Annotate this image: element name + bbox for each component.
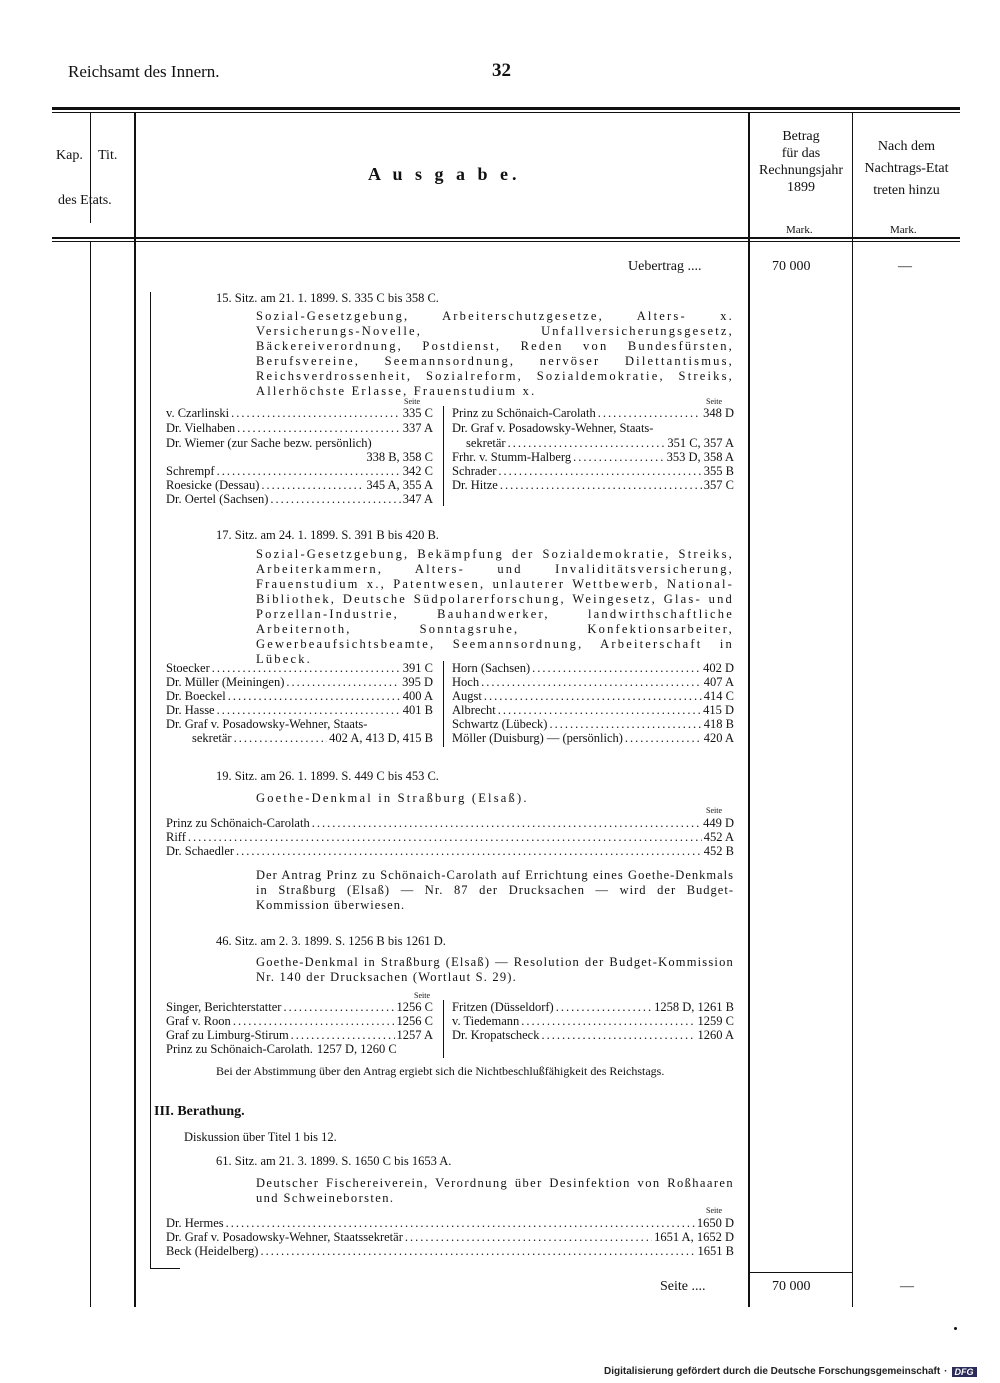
speaker-name: Schrader [452, 464, 497, 478]
session-topic: Sozial-Gesetzgebung, Bekämpfung der Sozialdemokratie, Streiks, Arbeiterkammern, Alters- und Invaliditätsversicherung, Frauenstudium x., Patentwesen, unlauterer Wettbewerb, National-Bibliothek, Deutsche Südpolarerforschung, Weingesetz, Glas- und Porzellan-Industrie, Bauhandwerker, landwirthschaftliche Arbeiternoth, Sonntagsruhe, Konfektionsarbeiter, Gewerbeaufsichtsbeamte, Seemannsordnung, Arbeiterschaft in Lübeck. [256, 547, 734, 666]
speaker-name: Roesicke (Dessau) [166, 478, 260, 492]
header-betrag-line: 1899 [787, 180, 815, 195]
section-bracket-foot [150, 1268, 180, 1269]
page-ref: 391 C [402, 661, 433, 675]
speaker-row [452, 703, 734, 718]
page-ref: 1257 A [396, 1028, 433, 1042]
speaker-name: Prinz zu Schönaich-Carolath [452, 406, 596, 420]
speaker-name: Dr. Vielhaben [166, 421, 236, 435]
col-divider-betrag [748, 113, 750, 1307]
speaker-row [452, 675, 734, 690]
page-ref: 1256 C [396, 1000, 433, 1014]
page-ref: 420 A [703, 731, 734, 745]
page-ref: 1258 D, 1261 B [654, 1000, 734, 1014]
page-number: 32 [492, 60, 511, 81]
speaker-name: sekretär [192, 731, 232, 745]
header-ausgabe: A u s g a b e. [368, 164, 521, 184]
header-nach-dem [853, 136, 960, 202]
speaker-row [166, 1042, 433, 1057]
seite-label: Seite [706, 397, 722, 406]
page-ref: 1651 B [697, 1244, 734, 1258]
speaker-name: Dr. Wiemer (zur Sache bezw. persönlich) [166, 436, 372, 450]
seite-label: Seite [706, 1206, 722, 1215]
uebertrag-nach: — [898, 259, 912, 274]
speaker-name: Albrecht [452, 703, 496, 717]
session-topic: Goethe-Denkmal in Straßburg (Elsaß). [256, 791, 529, 805]
speaker-name: Beck (Heidelberg) [166, 1244, 259, 1258]
speaker-row [166, 675, 433, 690]
speaker-name: Dr. Müller (Meiningen) [166, 675, 285, 689]
credit-text: Digitalisierung gefördert durch die Deutsche Forschungsgemeinschaft [604, 1366, 941, 1377]
motion-note: Der Antrag Prinz zu Schönaich-Carolath auf Errichtung eines Goethe-Denkmals in Straßburg (Elsaß) — Nr. 87 der Drucksachen — wird der Budget-Kommission überwiesen. [256, 868, 734, 912]
speaker-row [166, 1230, 734, 1245]
session-heading: 17. Sitz. am 24. 1. 1899. S. 391 B bis 420 B. [216, 528, 439, 542]
speaker-row [166, 717, 433, 732]
page-ref: 1259 C [697, 1014, 734, 1028]
column-separator [443, 1000, 444, 1058]
speaker-row [166, 406, 433, 421]
page-ref: 401 B [402, 703, 433, 717]
page-ref: 1257 D, 1260 C [316, 1042, 397, 1056]
speaker-row [452, 421, 734, 436]
page-ref: 348 D [703, 406, 734, 420]
page-ref: 335 C [402, 406, 433, 420]
page-ref: 1256 C [396, 1014, 433, 1028]
speaker-name: Graf zu Limburg-Stirum [166, 1028, 289, 1042]
top-rule-thick [52, 107, 960, 110]
vote-note: Bei der Abstimmung über den Antrag ergiebt sich die Nichtbeschlußfähigkeit des Reichstags. [216, 1064, 665, 1078]
speaker-row [166, 661, 433, 676]
page-ref: 357 C [703, 478, 734, 492]
speaker-row [166, 1216, 734, 1231]
header-des-etats: des Etats. [58, 193, 112, 208]
page-ref: 415 D [703, 703, 734, 717]
credit-separator: · [944, 1366, 948, 1377]
header-nach-line: Nach dem [877, 139, 936, 154]
page-ref: 355 B [703, 464, 734, 478]
page-ref: 414 C [703, 689, 734, 703]
column-separator [443, 661, 444, 747]
header-betrag-line: für das [781, 146, 821, 161]
speaker-row [452, 717, 734, 732]
speaker-name: v. Czarlinski [166, 406, 230, 420]
speaker-name: Graf v. Roon [166, 1014, 231, 1028]
seite-label: Seite [414, 991, 430, 1000]
speaker-row [166, 464, 433, 479]
page-ref: 452 A [703, 830, 734, 844]
page-ref: 342 C [402, 464, 433, 478]
speaker-name: Dr. Hermes [166, 1216, 224, 1230]
page-ref: 338 B, 358 C [366, 450, 433, 464]
session-heading: 46. Sitz. am 2. 3. 1899. S. 1256 B bis 1261 D. [216, 934, 446, 948]
speaker-row [166, 703, 433, 718]
page-ref: 418 B [703, 717, 734, 731]
speaker-name: Singer, Berichterstatter [166, 1000, 282, 1014]
total-label: Seite .... [660, 1279, 706, 1294]
page-ref: 1651 A, 1652 D [654, 1230, 734, 1244]
speaker-name: Dr. Graf v. Posadowsky-Wehner, Staats- [166, 717, 368, 731]
section-bracket [150, 292, 151, 1268]
speaker-name: Schrempf [166, 464, 215, 478]
speaker-row [166, 816, 734, 831]
speaker-row [452, 731, 734, 746]
header-tit: Tit. [98, 148, 118, 163]
speaker-row [166, 436, 433, 451]
speaker-row [452, 1000, 734, 1015]
speaker-row [166, 421, 433, 436]
speaker-name: Fritzen (Düsseldorf) [452, 1000, 554, 1014]
speaker-row [166, 830, 734, 845]
speaker-name: Stoecker [166, 661, 210, 675]
speaker-name: Dr. Oertel (Sachsen) [166, 492, 269, 506]
page-ref: 402 A, 413 D, 415 B [329, 731, 433, 745]
speaker-row [452, 450, 734, 465]
speaker-name: sekretär [466, 436, 506, 450]
speaker-row [452, 1028, 734, 1043]
total-rule [750, 1272, 852, 1273]
header-betrag-line: Betrag [782, 129, 820, 144]
page-ref: 452 B [703, 844, 734, 858]
col-divider-nach [852, 113, 853, 1307]
speaker-row [466, 436, 734, 451]
header-betrag-line: Rechnungsjahr [759, 163, 843, 178]
dfg-logo: DFG [952, 1367, 977, 1377]
total-betrag: 70 000 [772, 1279, 811, 1294]
top-rule-thin [52, 112, 960, 113]
seite-label: Seite [404, 397, 420, 406]
page-ref: 402 D [703, 661, 734, 675]
header-kap: Kap. [56, 148, 83, 163]
page-ref: 347 A [402, 492, 433, 506]
digitization-credit [604, 1366, 977, 1377]
speaker-name: Dr. Graf v. Posadowsky-Wehner, Staatssekretär [166, 1230, 403, 1244]
page-ref: 395 D [402, 675, 433, 689]
speaker-row [166, 450, 433, 465]
speaker-name: Dr. Kropatscheck [452, 1028, 540, 1042]
col-divider-etat [134, 113, 136, 1307]
speaker-name: Prinz zu Schönaich-Carolath [166, 816, 310, 830]
column-separator [443, 406, 444, 506]
col-divider-tit [90, 242, 91, 1307]
speaker-name: Schwartz (Lübeck) [452, 717, 548, 731]
uebertrag-label: Uebertrag .... [628, 259, 702, 274]
uebertrag-betrag: 70 000 [772, 259, 811, 274]
speaker-name: Möller (Duisburg) — (persönlich) [452, 731, 623, 745]
speaker-name: Frhr. v. Stumm-Halberg [452, 450, 572, 464]
unit-mark-betrag: Mark. [786, 224, 813, 236]
speaker-row [166, 1014, 433, 1029]
header-nach-line: Nachtrags-Etat [864, 161, 949, 176]
unit-mark-nach: Mark. [890, 224, 917, 236]
page-ref: 1650 D [696, 1216, 734, 1230]
session-topic: Deutscher Fischereiverein, Verordnung über Desinfektion von Roßhaaren und Schweineborsten. [256, 1176, 734, 1205]
running-header-title: Reichsamt des Innern. [68, 62, 220, 81]
session-topic: Sozial-Gesetzgebung, Arbeiterschutzgesetze, Alters- x. Versicherungs-Novelle, Unfallversicherungsgesetz, Bäckereiverordnung, Postdienst, Reden von Bundesfürsten, Berufsvereine, Seemannsordnung, nervöser Dilettantismus, Reichsverdrossenheit, Sozialreform, Sozialdemokratie, Streiks, Allerhöchste Erlasse, Frauenstudium x. [256, 309, 734, 398]
page-ref: 400 A [402, 689, 433, 703]
speaker-name: Dr. Hitze [452, 478, 498, 492]
page-ref: 353 D, 358 A [666, 450, 734, 464]
page-ref: 345 A, 355 A [366, 478, 433, 492]
stray-dot [954, 1327, 957, 1330]
speaker-row [452, 661, 734, 676]
page-ref: 449 D [703, 816, 734, 830]
speaker-row [452, 1014, 734, 1029]
speaker-row [166, 1028, 433, 1043]
page-ref: 337 A [402, 421, 433, 435]
speaker-row [452, 464, 734, 479]
seite-label: Seite [706, 806, 722, 815]
speaker-name: Dr. Schaedler [166, 844, 235, 858]
page-ref: 407 A [703, 675, 734, 689]
speaker-row [166, 1000, 433, 1015]
header-nach-line: treten hinzu [873, 183, 940, 198]
speaker-row [452, 406, 734, 421]
session-heading: 61. Sitz. am 21. 3. 1899. S. 1650 C bis 1653 A. [216, 1154, 452, 1168]
speaker-name: Hoch [452, 675, 480, 689]
session-topic: Goethe-Denkmal in Straßburg (Elsaß) — Resolution der Budget-Kommission Nr. 140 der Drucksachen (Wortlaut S. 29). [256, 955, 734, 984]
speaker-name: Dr. Graf v. Posadowsky-Wehner, Staats- [452, 421, 654, 435]
speaker-name: v. Tiedemann [452, 1014, 520, 1028]
speaker-name: Dr. Boeckel [166, 689, 226, 703]
session-heading: 19. Sitz. am 26. 1. 1899. S. 449 C bis 453 C. [216, 769, 439, 783]
page-ref: 1260 A [697, 1028, 734, 1042]
header-bottom-rule [52, 237, 960, 239]
header-bottom-rule-thin [52, 241, 960, 242]
speaker-name: Horn (Sachsen) [452, 661, 531, 675]
section-subtitle: Diskussion über Titel 1 bis 12. [184, 1130, 337, 1144]
speaker-row [166, 1244, 734, 1259]
speaker-name: Dr. Hasse [166, 703, 215, 717]
page-ref: 351 C, 357 A [667, 436, 734, 450]
speaker-row [166, 844, 734, 859]
speaker-row [452, 478, 734, 493]
total-nach: — [900, 1279, 914, 1294]
speaker-row [192, 731, 433, 746]
speaker-name: Riff [166, 830, 186, 844]
section-title: III. Berathung. [154, 1104, 245, 1119]
speaker-row [452, 689, 734, 704]
header-betrag [750, 128, 852, 196]
speaker-row [166, 492, 433, 507]
session-heading: 15. Sitz. am 21. 1. 1899. S. 335 C bis 358 C. [216, 291, 439, 305]
speaker-row [166, 478, 433, 493]
speaker-name: Prinz zu Schönaich-Carolath. [166, 1042, 313, 1056]
speaker-row [166, 689, 433, 704]
speaker-name: Augst [452, 689, 482, 703]
